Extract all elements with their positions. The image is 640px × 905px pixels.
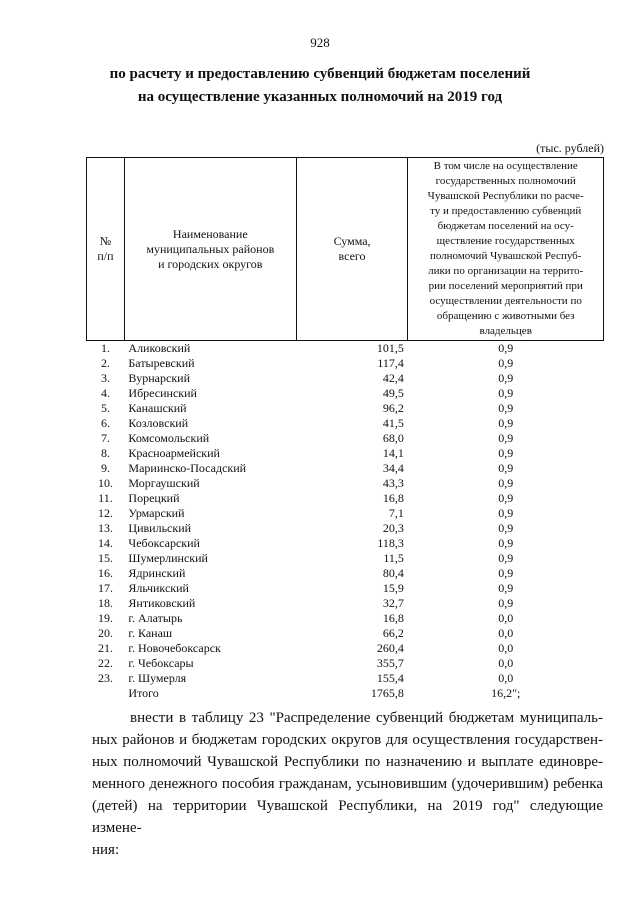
- table-row: [87, 551, 604, 566]
- header-line: обращению с животными без: [436, 310, 575, 322]
- paragraph-line: ных полномочий Чувашской Республики по назначению и выплате единовре-: [92, 754, 603, 770]
- row-district-name: Цивильский: [128, 521, 192, 535]
- table-row: [87, 431, 604, 446]
- header-number: [87, 158, 125, 341]
- table-row: [87, 581, 604, 596]
- row-number: 3.: [100, 371, 110, 385]
- row-subvention: 0,9: [498, 491, 514, 505]
- header-line: осуществлении деятельности по: [429, 295, 582, 307]
- row-sum: 43,3: [382, 476, 404, 490]
- row-sum: 355,7: [376, 656, 404, 670]
- row-subvention: 0,9: [498, 431, 514, 445]
- table-row: [87, 386, 604, 401]
- row-district-name: Ядринский: [128, 566, 186, 580]
- page-number: 928: [310, 35, 330, 50]
- row-subvention: 0,9: [498, 356, 514, 370]
- header-line: всего: [338, 249, 366, 263]
- header-line: и городских округов: [158, 256, 263, 271]
- row-district-name: Ибресинский: [128, 386, 197, 400]
- total-sum: 1765,8: [370, 686, 404, 700]
- row-sum: 155,4: [376, 671, 404, 685]
- row-subvention: 0,9: [498, 506, 514, 520]
- table-row: [87, 536, 604, 551]
- row-subvention: 0,0: [498, 656, 514, 670]
- paragraph-line: менного денежного пособия гражданам, усыновившим (удочерившим) ребенка: [92, 776, 603, 792]
- row-number: 23.: [97, 671, 113, 685]
- table-row: [87, 566, 604, 581]
- row-district-name: г. Алатырь: [128, 611, 183, 625]
- row-subvention: 0,9: [498, 536, 514, 550]
- header-line: владельцев: [479, 325, 532, 337]
- table-row: [87, 446, 604, 461]
- row-sum: 15,9: [382, 581, 404, 595]
- table-row: [87, 656, 604, 671]
- row-sum: 14,1: [382, 446, 404, 460]
- amendment-paragraph: [92, 707, 603, 861]
- row-subvention: 0,9: [498, 341, 514, 355]
- row-subvention: 0,0: [498, 611, 514, 625]
- paragraph-line: ния:: [92, 842, 120, 858]
- row-sum: 49,5: [382, 386, 404, 400]
- header-line: ществление государственных: [436, 235, 575, 247]
- row-district-name: Яльчикский: [128, 581, 189, 595]
- row-subvention: 0,9: [498, 551, 514, 565]
- row-number: 4.: [100, 386, 110, 400]
- table-header-row: [87, 158, 604, 341]
- row-district-name: Янтиковский: [128, 596, 196, 610]
- row-number: 16.: [97, 566, 113, 580]
- row-sum: 20,3: [382, 521, 404, 535]
- row-sum: 96,2: [382, 401, 404, 415]
- row-district-name: Красноармейский: [128, 446, 220, 460]
- row-number: 9.: [100, 461, 110, 475]
- row-subvention: 0,0: [498, 671, 514, 685]
- paragraph-line: (детей) на территории Чувашской Республики, на 2019 год" следующие измене-: [92, 798, 603, 836]
- header-line: Чувашской Республики по расче-: [427, 190, 584, 202]
- header-line: муниципальных районов: [146, 241, 275, 256]
- row-number: 1.: [100, 341, 110, 355]
- header-line: В том числе на осуществление: [433, 160, 578, 172]
- row-district-name: Урмарский: [128, 506, 185, 520]
- row-sum: 16,8: [382, 491, 404, 505]
- total-number: [87, 686, 125, 701]
- row-district-name: Шумерлинский: [128, 551, 208, 565]
- header-line: бюджетам поселений на осу-: [437, 220, 574, 232]
- row-sum: 66,2: [382, 626, 404, 640]
- table-row: [87, 476, 604, 491]
- row-number: 20.: [97, 626, 113, 640]
- subvention-table: [86, 157, 604, 701]
- row-number: 2.: [100, 356, 110, 370]
- row-number: 18.: [97, 596, 113, 610]
- header-line: лики по организации на террито-: [428, 265, 584, 277]
- row-district-name: Мариинско-Посадский: [128, 461, 247, 475]
- row-sum: 68,0: [382, 431, 404, 445]
- table-total-row: [87, 686, 604, 701]
- row-district-name: г. Чебоксары: [128, 656, 194, 670]
- table-body: [87, 341, 604, 702]
- row-subvention: 0,9: [498, 446, 514, 460]
- row-subvention: 0,9: [498, 461, 514, 475]
- header-line: п/п: [97, 249, 114, 263]
- table-row: [87, 596, 604, 611]
- header-line: №: [99, 234, 112, 248]
- table-row: [87, 371, 604, 386]
- row-district-name: Вурнарский: [128, 371, 190, 385]
- row-sum: 34,4: [382, 461, 404, 475]
- row-number: 8.: [100, 446, 110, 460]
- row-number: 6.: [100, 416, 110, 430]
- table-row: [87, 521, 604, 536]
- table-row: [87, 611, 604, 626]
- row-sum: 41,5: [382, 416, 404, 430]
- row-district-name: Комсомольский: [128, 431, 210, 445]
- table-row: [87, 641, 604, 656]
- row-sum: 117,4: [377, 356, 404, 370]
- row-number: 10.: [97, 476, 113, 490]
- row-subvention: 0,0: [498, 626, 514, 640]
- header-sum: [296, 158, 408, 341]
- row-number: 15.: [97, 551, 113, 565]
- header-line: государственных полномочий: [435, 175, 576, 187]
- table-row: [87, 401, 604, 416]
- header-line: полномочий Чувашской Респуб-: [429, 250, 582, 262]
- row-subvention: 0,9: [498, 476, 514, 490]
- row-number: 14.: [97, 536, 113, 550]
- row-number: 11.: [98, 491, 113, 505]
- row-district-name: г. Шумерля: [128, 671, 187, 685]
- row-district-name: Козловский: [128, 416, 189, 430]
- row-number: 21.: [97, 641, 113, 655]
- units-label: (тыс. рублей): [536, 141, 604, 155]
- row-number: 19.: [97, 611, 113, 625]
- row-sum: 7,1: [388, 506, 404, 520]
- row-sum: 16,8: [382, 611, 404, 625]
- header-line: Сумма,: [333, 234, 371, 248]
- row-number: 17.: [97, 581, 113, 595]
- row-sum: 32,7: [382, 596, 404, 610]
- row-number: 22.: [97, 656, 113, 670]
- row-subvention: 0,9: [498, 371, 514, 385]
- row-subvention: 0,9: [498, 386, 514, 400]
- header-line: ту и предоставлению субвенций: [430, 205, 582, 217]
- table-row: [87, 506, 604, 521]
- row-district-name: Порецкий: [128, 491, 180, 505]
- row-district-name: Канашский: [128, 401, 187, 415]
- row-subvention: 0,9: [498, 581, 514, 595]
- table-row: [87, 626, 604, 641]
- row-number: 12.: [97, 506, 113, 520]
- row-sum: 42,4: [382, 371, 404, 385]
- row-district-name: Чебоксарский: [128, 536, 200, 550]
- row-district-name: Аликовский: [128, 341, 191, 355]
- row-subvention: 0,9: [498, 401, 514, 415]
- header-name: [124, 158, 296, 341]
- table-row: [87, 416, 604, 431]
- paragraph-line: внести в таблицу 23 "Распределение субвенций бюджетам муниципаль-: [130, 710, 603, 726]
- paragraph-line: ных районов и бюджетам городских округов для осуществления государствен-: [92, 732, 603, 748]
- table-row: [87, 356, 604, 371]
- table-row: [87, 671, 604, 686]
- row-district-name: г. Новочебоксарск: [128, 641, 221, 655]
- row-subvention: 0,9: [498, 416, 514, 430]
- row-sum: 260,4: [376, 641, 404, 655]
- row-district-name: Батыревский: [128, 356, 195, 370]
- row-district-name: Моргаушский: [128, 476, 200, 490]
- row-number: 5.: [100, 401, 110, 415]
- row-sum: 11,5: [383, 551, 404, 565]
- row-number: 7.: [100, 431, 110, 445]
- header-line: рии поселений мероприятий при: [428, 280, 583, 292]
- header-subvention-animals: [408, 158, 604, 341]
- row-subvention: 0,0: [498, 641, 514, 655]
- row-sum: 101,5: [376, 341, 404, 355]
- row-sum: 118,3: [377, 536, 404, 550]
- row-district-name: г. Канаш: [128, 626, 173, 640]
- row-subvention: 0,9: [498, 521, 514, 535]
- row-number: 13.: [97, 521, 113, 535]
- table-row: [87, 341, 604, 357]
- row-sum: 80,4: [382, 566, 404, 580]
- table-row: [87, 491, 604, 506]
- document-title-line-2: на осуществление указанных полномочий на 2019 год: [137, 89, 503, 105]
- total-label: Итого: [128, 686, 159, 700]
- row-subvention: 0,9: [498, 596, 514, 610]
- total-subvention: 16,2";: [491, 686, 521, 700]
- table-row: [87, 461, 604, 476]
- document-title-line-1: по расчету и предоставлению субвенций бюджетам поселений: [109, 66, 531, 82]
- header-line: Наименование: [172, 226, 248, 241]
- row-subvention: 0,9: [498, 566, 514, 580]
